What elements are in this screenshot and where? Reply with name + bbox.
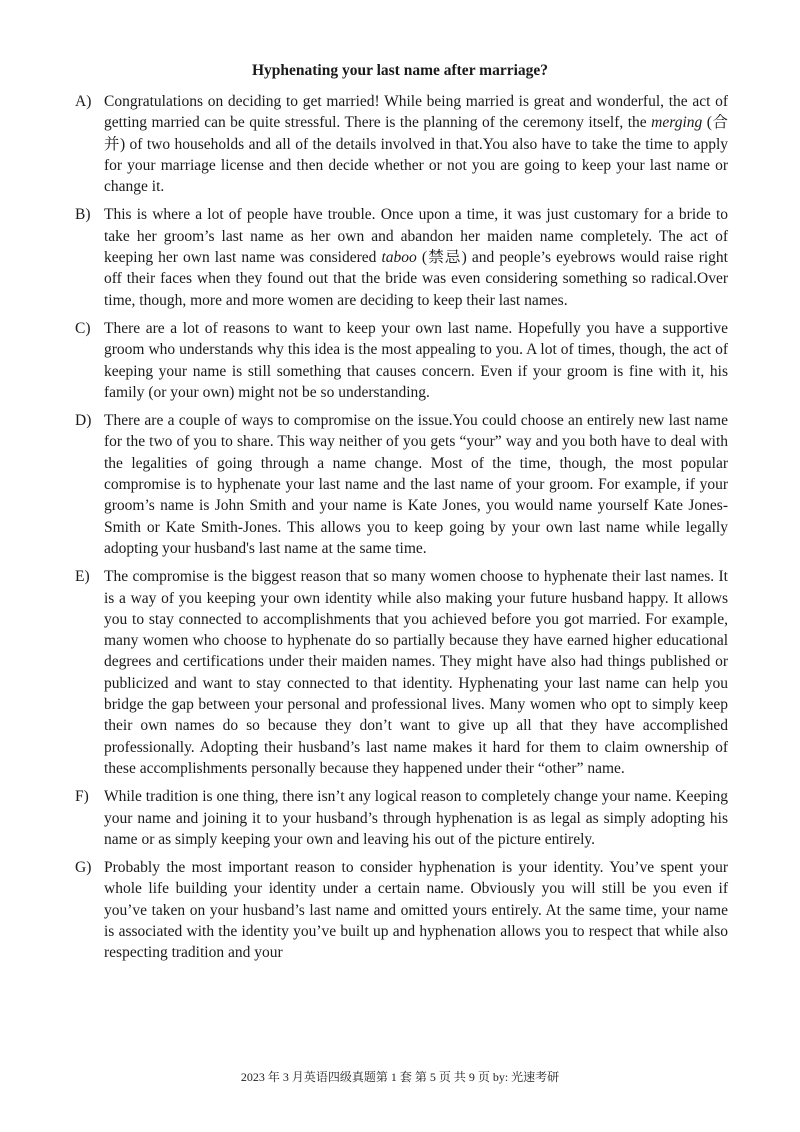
paragraph-label: B) [75, 206, 91, 224]
paragraph-f [75, 786, 728, 850]
paragraph-g [75, 857, 728, 963]
paragraph-label: A) [75, 93, 92, 110]
paragraph-d [75, 410, 728, 559]
paragraph-text: Probably the most important reason to consider hyphenation is your identity. You’ve spent your whole life building your identity under a certain name. Obviously you will still be you even if you’ve taken on your husband’s last name and omitted yours entirely. At the same time, your name is associated with the identity you’ve built up and hyphenation allows you to respect that while also respecting tradition and your [104, 859, 728, 962]
paragraph-text: This is where a lot of people have trouble. Once upon a time, it was just customary for a bride to take her groom’s last name as her own and abandon her maiden name completely. The act of keeping her own last name was considered [104, 206, 728, 267]
document-title: Hyphenating your last name after marriage? [251, 62, 549, 79]
italic-term: taboo [381, 249, 417, 267]
paragraph-label: D) [75, 412, 92, 430]
paragraph-b [75, 204, 728, 310]
paragraph-label: G) [75, 859, 92, 877]
paragraph-text: There are a couple of ways to compromise on the issue.You could choose an entirely new last name for the two of you to share. This way neither of you gets “your” way and you both have to deal with the legalities of going through a name change. Most of the time, though, the most popular compromise is to hyphenate your last name and the last name of your groom. For example, if your groom’s name is John Smith and your name is Kate Jones, you would name yourself Kate Jones-Smith or Kate Smith-Jones. This allows you to keep going by your own last name while legally adopting your husband's last name at the same time. [104, 412, 728, 557]
paragraph-text: There are a lot of reasons to want to keep your own last name. Hopefully you have a supportive groom who understands why this idea is the most appealing to you. A lot of times, though, the act of keeping your name is still something that causes concern. Even if your groom is fine with it, his family (or your own) might not be so understanding. [104, 319, 728, 401]
paragraph-c [75, 318, 728, 403]
italic-term: merging [651, 114, 703, 132]
paragraph-label: C) [75, 319, 91, 337]
passage-body [75, 91, 728, 971]
paragraph-text: Congratulations on deciding to get married! While being married is great and wonderful, the act of getting married can be quite stressful. There is the planning of the ceremony itself, the [104, 93, 728, 132]
paragraph-label: E) [75, 568, 90, 586]
paragraph-text: While tradition is one thing, there isn’t any logical reason to completely change your name. Keeping your name and joining it to your husband’s through hyphenation is as legal as simply adopting his name or as simply keeping your own and leaving his out of the picture entirely. [104, 788, 728, 848]
paragraph-text: (禁忌) and people’s eyebrows would raise right off their faces when they found out that the bride was even considering something so radical.Over time, though, more and more women are deciding to keep their last names. [104, 249, 728, 309]
page-footer: 2023 年 3 月英语四级真题第 1 套 第 5 页 共 9 页 by: 光速考研 [240, 1070, 560, 1084]
paragraph-text: The compromise is the biggest reason that so many women choose to hyphenate their last names. It is a way of you keeping your own identity while also making your future husband happy. It allows you to stay connected to accomplishments that you achieved before you got married. For example, many women who choose to hyphenate do so partially because they have earned higher educational degrees and certifications under their maiden names. They might have also had things published or publicized and want to stay connected to that identity. Hyphenating your last name can help you bridge the gap between your personal and professional lives. Many women who opt to simply keep their own names do so because they don’t want to give up all that they have accomplished professionally. Adopting their husband’s last name makes it hard for them to claim ownership of these accomplishments personally because they happened under their “other” name. [104, 568, 728, 777]
paragraph-label: F) [75, 788, 89, 806]
paragraph-text: (合并) of two households and all of the details involved in that.You also have to take the time to apply for your marriage license and then decide whether or not you are going to keep your last name or change it. [104, 114, 729, 196]
paragraph-a [75, 91, 728, 197]
paragraph-e [75, 566, 728, 779]
